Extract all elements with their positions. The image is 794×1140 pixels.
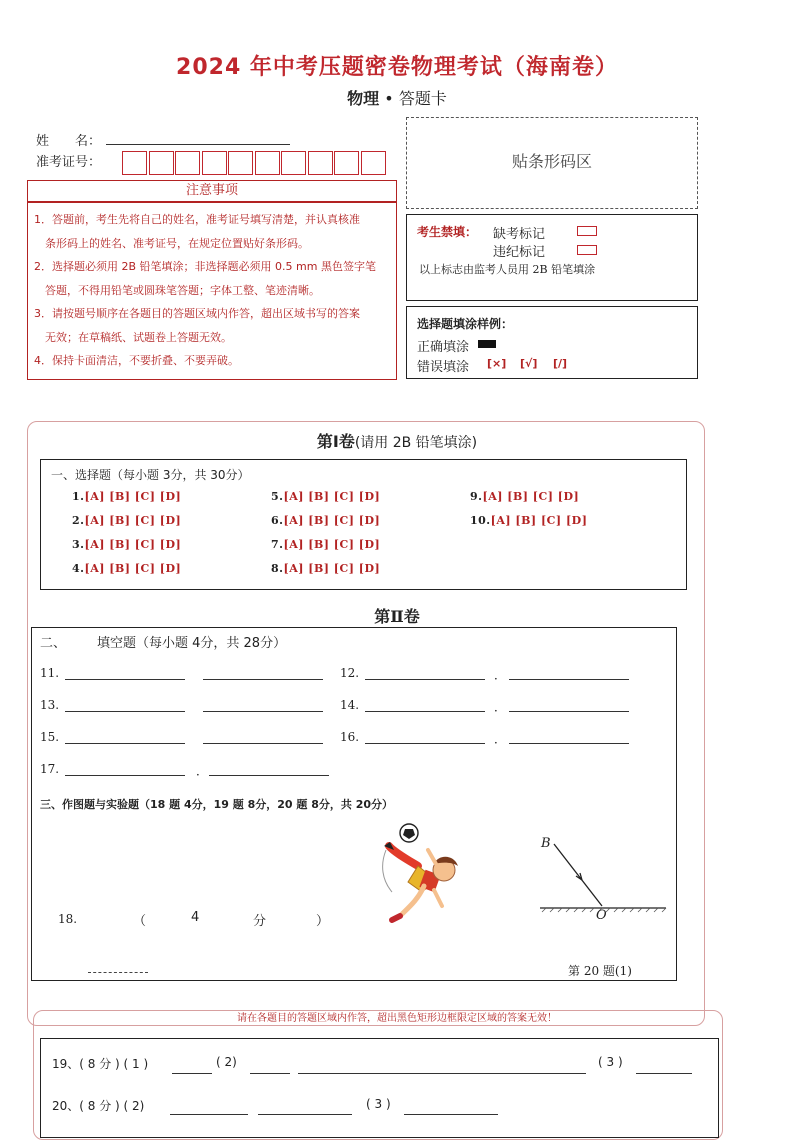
id-digit-box[interactable]	[255, 151, 280, 175]
blank-separator: ．	[494, 700, 507, 714]
fill-blank[interactable]	[65, 679, 185, 680]
exam-title: 2024 年中考压题密卷物理考试（海南卷）	[176, 55, 618, 80]
dot-separator: •	[384, 89, 394, 108]
blank-separator: ．	[494, 668, 507, 682]
mcq-question-number: 3.	[72, 538, 85, 551]
mcq-question-number: 10.	[470, 514, 491, 527]
mcq-heading: 一、选择题（每小题 3分，共 30分）	[51, 468, 250, 482]
mcq-options[interactable]: [A] [B] [C] [D]	[84, 514, 182, 527]
id-digit-box[interactable]	[122, 151, 147, 175]
mcq-options[interactable]: [A] [B] [C] [D]	[84, 562, 182, 575]
exam-subtitle	[0, 86, 794, 109]
q19-blank-1[interactable]	[172, 1073, 212, 1074]
notice-line: 2．选择题必须用 2B 铅笔填涂；非选择题必须用 0.5 mm 黑色签字笔	[34, 260, 376, 273]
mcq-question-number: 4.	[72, 562, 85, 575]
absent-mark-label: 缺考标记	[493, 227, 546, 242]
mcq-options[interactable]: [A] [B] [C] [D]	[482, 490, 580, 503]
mcq-question[interactable]	[72, 538, 181, 551]
name-field[interactable]	[106, 130, 290, 145]
mcq-question-number: 7.	[271, 538, 284, 551]
fill-blank[interactable]	[365, 711, 485, 712]
mcq-options[interactable]: [A] [B] [C] [D]	[490, 514, 588, 527]
q19-part3-label: ( 3 )	[598, 1055, 623, 1069]
sample-title: 选择题填涂样例：	[417, 317, 514, 331]
absent-mark-box[interactable]	[577, 226, 597, 236]
mcq-question[interactable]	[271, 490, 380, 503]
proctor-note: 以上标志由监考人员用 2B 铅笔填涂	[419, 263, 596, 276]
fill-question-number: 13.	[40, 698, 60, 712]
q19-blank-2a[interactable]	[250, 1073, 290, 1074]
mcq-options[interactable]: [A] [B] [C] [D]	[84, 490, 182, 503]
mcq-question[interactable]	[271, 562, 380, 575]
fill-blank[interactable]	[203, 743, 323, 744]
notice-line: 3．请按题号顺序在各题目的答题区域内作答，超出区域书写的答案	[34, 307, 360, 320]
q20-label: 20、( 8 分 ) ( 2)	[52, 1099, 145, 1113]
fill-blank[interactable]	[65, 743, 185, 744]
fill-blank[interactable]	[203, 679, 323, 680]
q19-part2-label: ( 2)	[216, 1055, 237, 1069]
blank-separator: ．	[494, 732, 507, 746]
mcq-options[interactable]: [A] [B] [C] [D]	[283, 490, 381, 503]
id-digit-box[interactable]	[308, 151, 333, 175]
mcq-question[interactable]	[470, 514, 587, 527]
notice-line: 1．答题前，考生先将自己的姓名，准考证号填写清楚，并认真核准	[34, 213, 360, 226]
wrong-mark-cross: [×]	[487, 357, 507, 370]
notice-line: 无效；在草稿纸、试题卷上答题无效。	[34, 330, 232, 344]
mcq-question[interactable]	[72, 562, 181, 575]
point-o-label: O	[596, 908, 607, 923]
fill-blank[interactable]	[509, 743, 629, 744]
id-digit-box[interactable]	[175, 151, 200, 175]
mcq-question[interactable]	[72, 514, 181, 527]
id-digit-box[interactable]	[228, 151, 253, 175]
q18-score-unit: 分	[253, 914, 267, 929]
subject-label: 物理	[347, 89, 380, 108]
fill-blank[interactable]	[365, 743, 485, 744]
wrong-fill-label: 错误填涂	[417, 360, 470, 375]
answer-box-19-20	[40, 1038, 719, 1138]
fill-heading-num: 二、	[40, 636, 67, 651]
notice-line: 答题，不得用铅笔或圆珠笔答题；字体工整、笔迹清晰。	[34, 283, 320, 297]
proctor-label: 考生禁填：	[417, 225, 478, 239]
part1-title	[0, 429, 794, 452]
card-label: 答题卡	[398, 89, 447, 108]
fill-blank[interactable]	[509, 679, 629, 680]
blank-separator: ．	[196, 764, 209, 778]
wrong-mark-slash: [/]	[553, 357, 568, 370]
id-digit-box[interactable]	[202, 151, 227, 175]
point-b-label: B	[541, 836, 551, 851]
fill-sample-box	[406, 306, 698, 379]
q18-score-close: ）	[316, 914, 330, 929]
id-digit-box[interactable]	[334, 151, 359, 175]
proctor-box	[406, 214, 698, 301]
mcq-options[interactable]: [A] [B] [C] [D]	[283, 538, 381, 551]
mcq-options[interactable]: [A] [B] [C] [D]	[283, 562, 381, 575]
correct-fill-label: 正确填涂	[417, 340, 470, 355]
name-label: 姓 名：	[36, 134, 102, 149]
mcq-question-number: 9.	[470, 490, 483, 503]
fill-question-number: 14.	[340, 698, 360, 712]
part1-title-main: 第Ⅰ卷	[316, 432, 355, 451]
soccer-player-illustration	[378, 820, 484, 926]
violation-mark-box[interactable]	[577, 245, 597, 255]
fill-question-number: 11.	[40, 666, 60, 680]
q20-blank-2b[interactable]	[258, 1114, 352, 1115]
id-digit-box[interactable]	[149, 151, 174, 175]
q19-blank-2b[interactable]	[298, 1073, 586, 1074]
answer-area-warning: 请在各题目的答题区域内作答，超出黑色矩形边框限定区域的答案无效！	[237, 1013, 557, 1024]
mcq-question[interactable]	[271, 538, 380, 551]
section3-heading: 三、作图题与实验题（18 题 4分，19 题 8分，20 题 8分，共 20分）	[40, 798, 393, 811]
mcq-options[interactable]: [A] [B] [C] [D]	[84, 538, 182, 551]
notice-line: 4．保持卡面清洁，不要折叠、不要弄破。	[34, 354, 239, 367]
mcq-question-number: 5.	[271, 490, 284, 503]
fill-heading: 填空题（每小题 4分，共 28分）	[97, 636, 287, 651]
fill-blank[interactable]	[209, 775, 329, 776]
q19-blank-3[interactable]	[636, 1073, 692, 1074]
id-label: 准考证号：	[36, 155, 102, 170]
fill-question-number: 16.	[340, 730, 360, 744]
q20-caption: 第 20 题(1)	[568, 964, 632, 978]
mcq-options[interactable]: [A] [B] [C] [D]	[283, 514, 381, 527]
q20-blank-2a[interactable]	[170, 1114, 248, 1115]
mcq-question[interactable]	[271, 514, 380, 527]
q18-score-open: （	[133, 914, 147, 929]
fill-blank[interactable]	[65, 775, 185, 776]
part2-title: 第Ⅱ卷	[374, 607, 420, 626]
q20-part3-label: ( 3 )	[366, 1097, 391, 1111]
part1-title-suffix: (请用 2B 铅笔填涂)	[354, 435, 478, 451]
fill-question-number: 17.	[40, 762, 60, 776]
q19-label: 19、( 8 分 ) ( 1 )	[52, 1057, 149, 1071]
fill-question-number: 12.	[340, 666, 360, 680]
fill-blank[interactable]	[365, 679, 485, 680]
violation-mark-label: 违纪标记	[493, 245, 546, 260]
q18-number: 18.	[58, 912, 78, 926]
notice-line: 条形码上的姓名、准考证号，在规定位置贴好条形码。	[34, 236, 309, 250]
q18-score-value: 4	[191, 910, 200, 925]
q18-small-line	[88, 972, 148, 973]
mcq-question-number: 8.	[271, 562, 284, 575]
mcq-question[interactable]	[470, 490, 579, 503]
notice-title: 注意事项	[27, 180, 397, 202]
q20-blank-3[interactable]	[404, 1114, 498, 1115]
incident-ray	[554, 844, 602, 906]
barcode-area: 贴条形码区	[406, 117, 698, 209]
mcq-question-number: 6.	[271, 514, 284, 527]
mcq-question[interactable]	[72, 490, 181, 503]
correct-fill-mark	[478, 340, 496, 348]
fill-blank[interactable]	[65, 711, 185, 712]
id-digit-box[interactable]	[281, 151, 306, 175]
id-digit-box[interactable]	[361, 151, 386, 175]
fill-question-number: 15.	[40, 730, 60, 744]
fill-blank[interactable]	[203, 711, 323, 712]
wrong-mark-check: [√]	[520, 357, 538, 370]
notice-body	[27, 202, 397, 380]
mcq-question-number: 2.	[72, 514, 85, 527]
fill-blank[interactable]	[509, 711, 629, 712]
mcq-question-number: 1.	[72, 490, 85, 503]
